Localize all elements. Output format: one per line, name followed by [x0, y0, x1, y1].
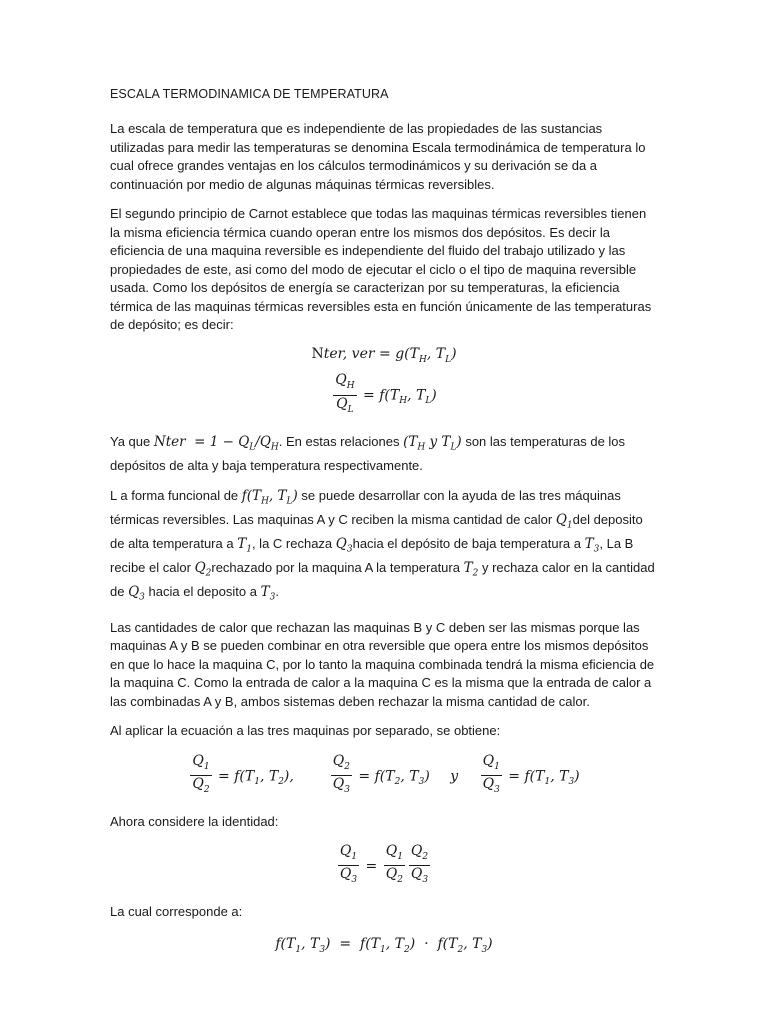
inline-eq-efficiency: Nter = $1 - Q_L/Q_H$ [153, 433, 279, 453]
equation-heat-ratio: $\frac{Q_H}{Q_L}$ = $f(T_H$, $T_L$) [335, 372, 437, 415]
equation-product: $f(T_1$, $T_3) = f(T_1$, $T_2) \cdot f(T_2$, $T_3$) [275, 935, 493, 955]
paragraph-heat-rejection: Las cantidades de calor que rechazan las maquinas B y C deben ser las mismas porque las maquinas A y B se pueden combinar en otra reversible que opera entre los mismos depósitos en que lo hace la maquina C, por lo tanto la maquina combinada tendrá la misma eficiencia de la maquina C. Como la entrada de calor a la maquina C es la misma que la entrada de calor a las combinadas A y B, ambos sistemas deben rechazar la misma cantidad de calor. [110, 619, 655, 709]
paragraph-three-machines: L a forma funcional de $f(T_H$, $T_L$) se puede desarrollar con la ayuda de las tres máquinas térmicas reversibles. Las maquinas A y C reciben la misma cantidad de calor $Q_1del$ deposito de alta temperatura a $T_1$, la C rechaza $Q_3hacia$ el depósito de baja temperatura a $T_3$, La B recibe el calor $Q_2rechazado$ por la maquina A la temperatura $T_2$ y rechaza calor en la cantidad de $Q_3$ hacia el deposito a $T_3$. [110, 487, 655, 604]
paragraph-intro: La escala de temperatura que es independiente de las propiedades de las sustancias utilizadas para medir las temperaturas se denomina Escala termodinámica de temperatura lo cual ofrece grandes ventajas en los cálculos termodinámicos y su derivación se da a continuación por medio de algunas máquinas térmicas reversibles. [110, 121, 646, 192]
equation-efficiency: Nter, ver = $g(T_H$, $T_L$) [311, 345, 457, 365]
document-title: ESCALA TERMODINAMICA DE TEMPERATURA [110, 87, 389, 101]
paragraph-apply-equation: Al aplicar la ecuación a las tres maquinas por separado, se obtiene: [110, 723, 501, 739]
paragraph-carnot: El segundo principio de Carnot establece que todas las maquinas térmicas reversibles tienen la misma eficiencia térmica cuando operan entre los mismos dos depósitos. Es decir la eficiencia de una maquina reversible es independiente del fluido del trabajo utilizado y las propiedades de este, asi como del modo de ejecutar el ciclo o el tipo de maquina reversible usada. Como los depósitos de energía se caracterizan por su temperaturas, la eficiencia térmica de las maquinas térmicas reversibles esta en función únicamente de las temperaturas de depósito; es decir: [110, 206, 652, 332]
paragraph-corresponds: La cual corresponde a: [110, 904, 243, 920]
paragraph-efficiency-def: Ya que Nter = $1 - Q_L/Q_H$. En estas relaciones ($T_H$ y $T_L$) son las temperaturas de los depósitos de alta y baja temperatura respectivamente. [110, 433, 626, 474]
equation-identity: $\frac{Q_1}{Q_3}$ = $\frac{Q_1}{Q_2}$ $\frac{Q_2}{Q_3}$ [339, 842, 429, 886]
equation-three-ratios: $\frac{Q_1}{Q_2}$ = $f(T_1$, $T_2$), $\frac{Q_2}{Q_3}$ = $f(T_2$, $T_3$) y $\frac{Q_1}{Q_3}$ = $f(T_1$, $T_3$) [192, 752, 580, 796]
paragraph-identity: Ahora considere la identidad: [110, 814, 279, 830]
